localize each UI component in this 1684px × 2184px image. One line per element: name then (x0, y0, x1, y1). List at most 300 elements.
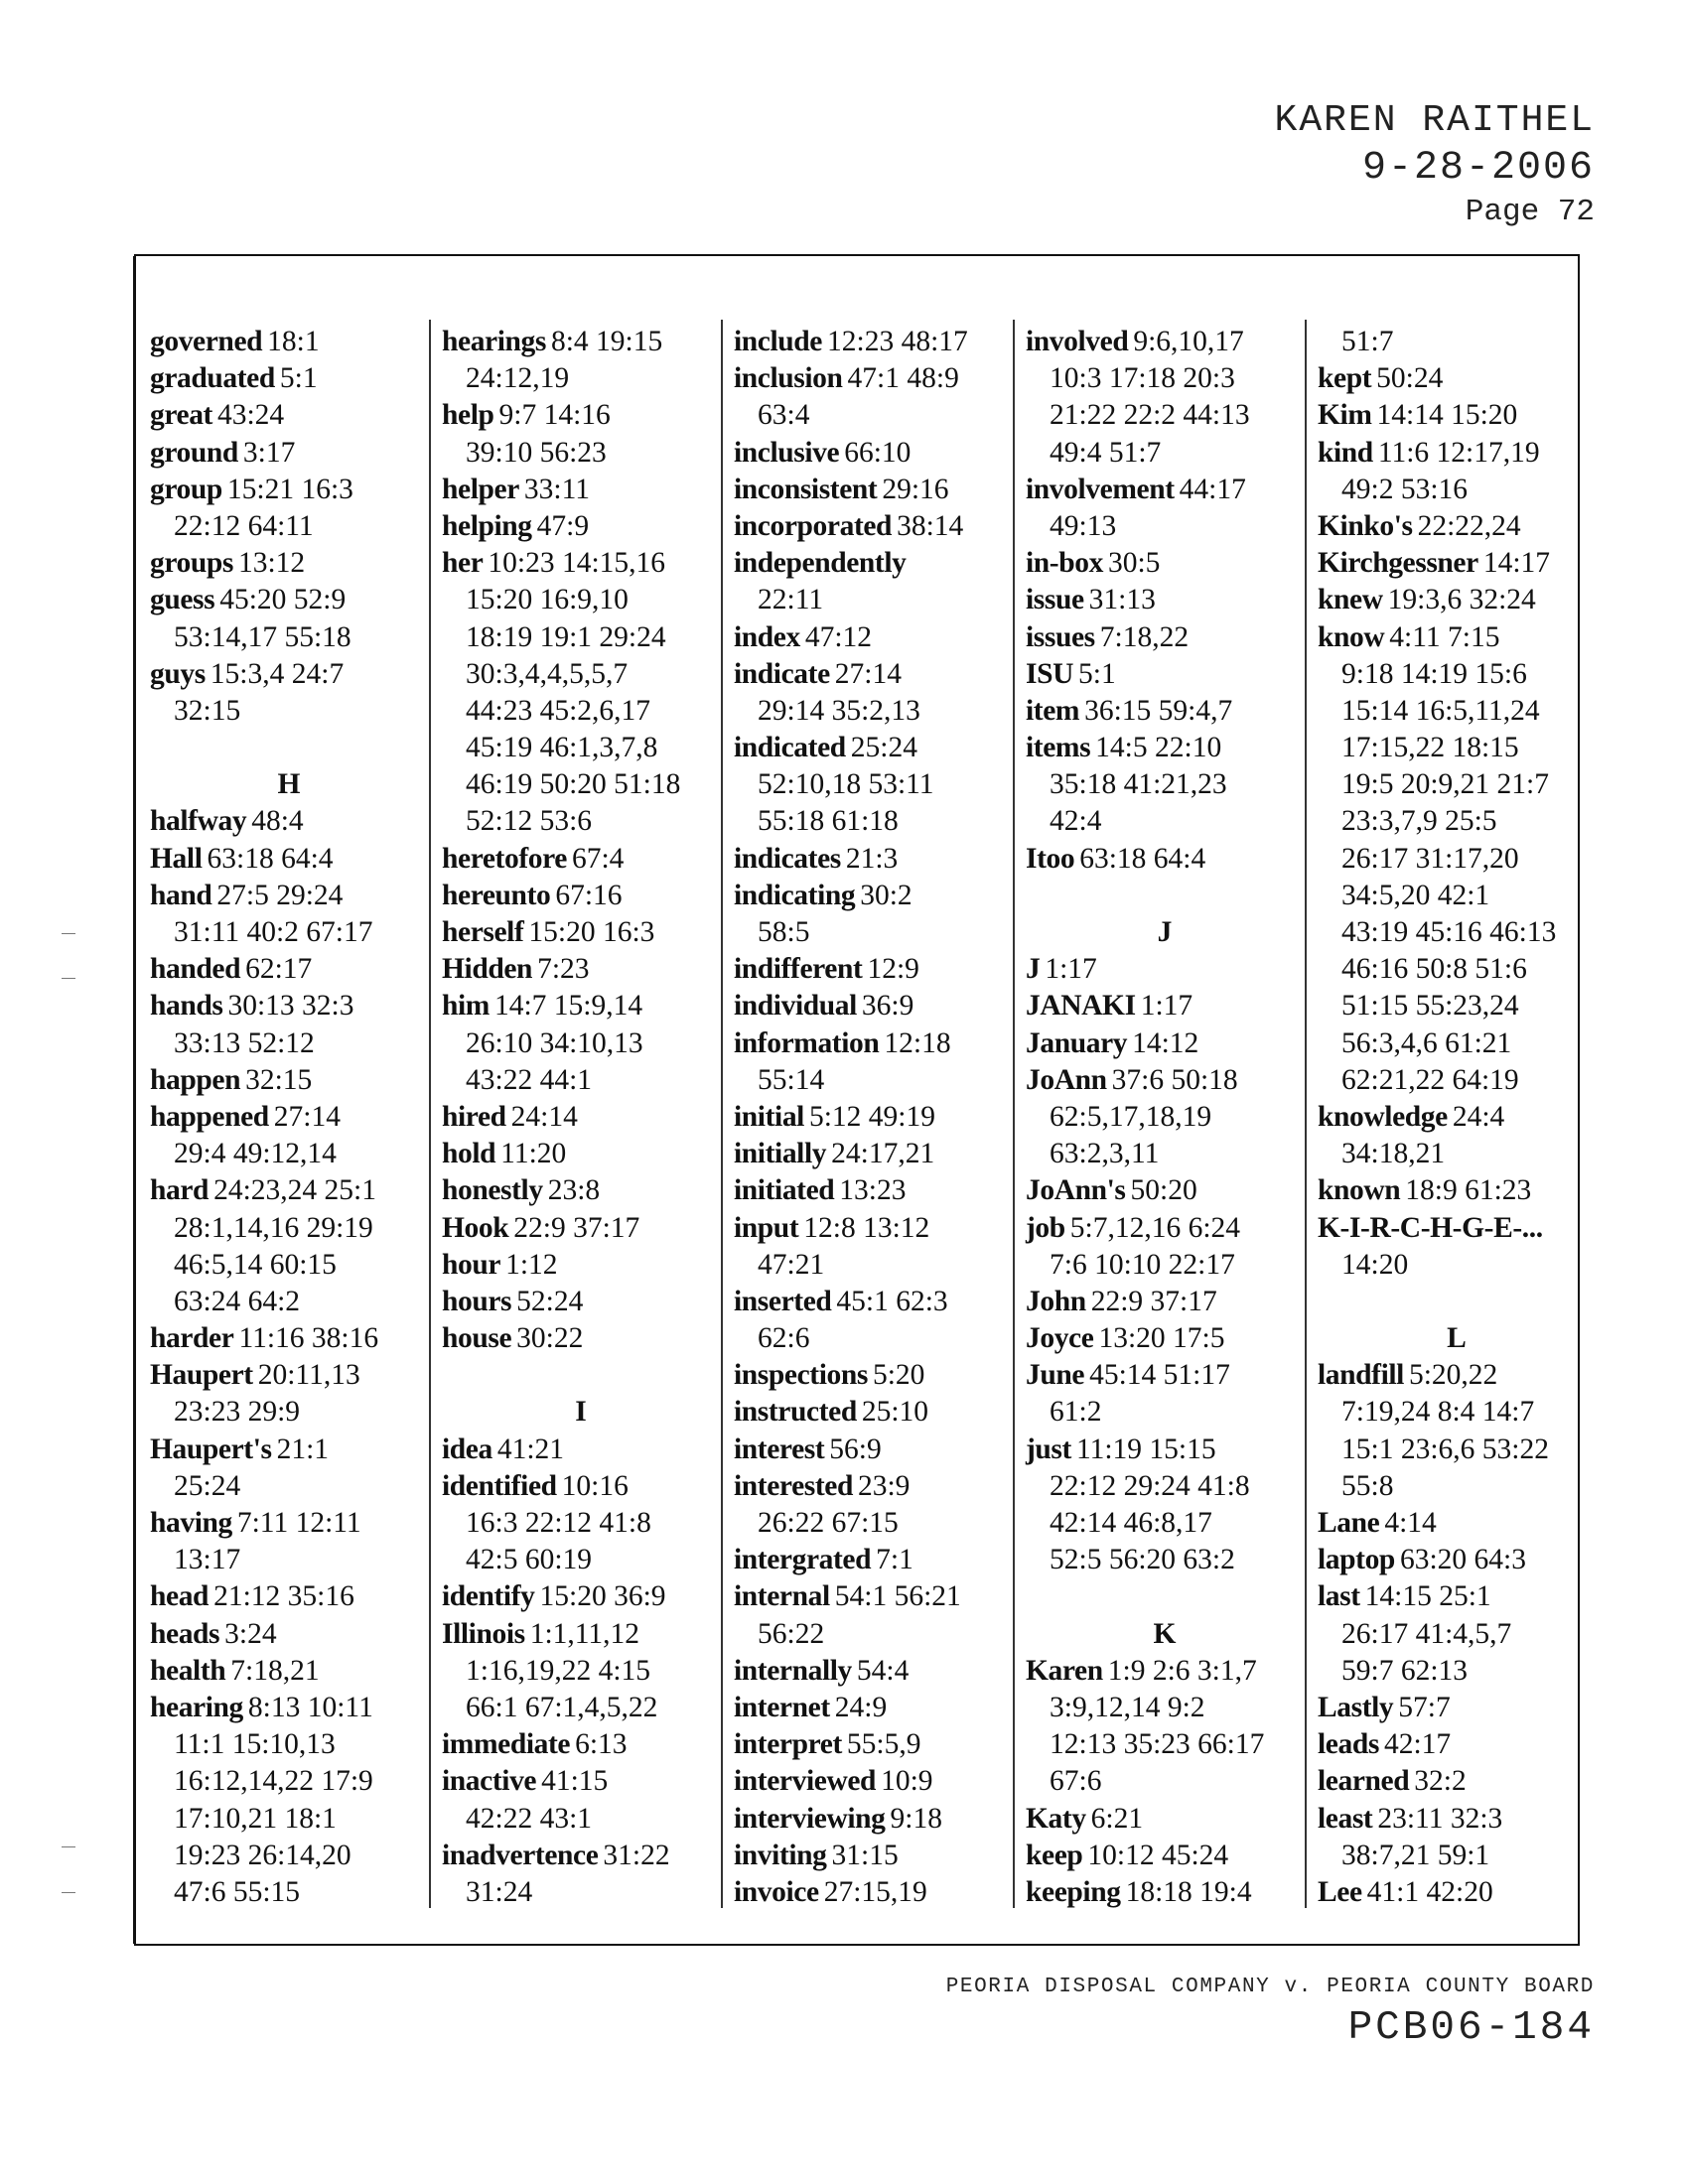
index-entry (442, 1763, 720, 1800)
index-entry (442, 1616, 720, 1653)
page-refs: 5:20,22 (1408, 1359, 1498, 1392)
index-term: hand (150, 879, 212, 911)
index-entry (1026, 1284, 1304, 1320)
page-refs-continued: 26:17 41:4,5,7 (1341, 1617, 1512, 1650)
page-refs: 67:16 (555, 879, 623, 911)
index-term: John (1026, 1285, 1086, 1317)
index-term: governed (150, 326, 263, 357)
page-refs-continued: 11:1 15:10,13 (174, 1728, 336, 1761)
index-entry (442, 324, 720, 360)
page-refs: 10:23 14:15,16 (488, 547, 666, 580)
index-entry (1318, 1357, 1596, 1394)
page-refs: 12:8 13:12 (803, 1211, 930, 1244)
index-term: item (1026, 694, 1080, 727)
page-refs: 55:5,9 (846, 1728, 921, 1761)
index-entry (150, 803, 428, 840)
index-term: inconsistent (734, 473, 878, 505)
index-entry (734, 1838, 1012, 1874)
index-term: landfill (1318, 1359, 1404, 1392)
page-refs-continued: 17:10,21 18:1 (174, 1802, 337, 1835)
index-term: invoice (734, 1875, 819, 1908)
index-term: information (734, 1026, 880, 1059)
index-entry (734, 435, 1012, 472)
index-term: Lastly (1318, 1691, 1394, 1723)
index-term: include (734, 326, 822, 357)
index-entry (1026, 1874, 1304, 1911)
page-refs: 56:9 (829, 1433, 882, 1465)
page-refs: 1:9 2:6 3:1,7 (1107, 1654, 1257, 1687)
index-term: Karen (1026, 1654, 1103, 1687)
page-refs: 23:8 (547, 1174, 601, 1207)
index-entry (442, 878, 720, 914)
page-refs: 19:3,6 32:24 (1387, 584, 1536, 616)
index-term: keep (1026, 1839, 1083, 1871)
index-entry (1318, 360, 1596, 397)
index-entry (1026, 1172, 1304, 1209)
page-refs-continued: 52:5 56:20 63:2 (1050, 1544, 1235, 1576)
index-column-2 (442, 324, 720, 1911)
index-term: heretofore (442, 842, 567, 875)
page-refs: 4:14 (1384, 1507, 1437, 1539)
index-entry (1026, 545, 1304, 582)
index-term: hereunto (442, 879, 551, 911)
index-term: involvement (1026, 473, 1175, 505)
page-refs: 63:20 64:3 (1399, 1544, 1526, 1576)
page-refs: 11:16 38:16 (238, 1322, 379, 1355)
index-entry (734, 545, 1012, 582)
page-refs-continued: 51:7 (1341, 326, 1394, 357)
column-divider (429, 320, 431, 1908)
index-entry (734, 1357, 1012, 1394)
page-refs: 36:9 (861, 990, 914, 1023)
index-entry (442, 1284, 720, 1320)
page-refs: 5:20 (872, 1359, 925, 1392)
page-refs: 14:14 15:20 (1376, 399, 1518, 432)
index-entry (1318, 1542, 1596, 1578)
index-entry (442, 1320, 720, 1357)
page-refs: 15:20 36:9 (539, 1580, 666, 1613)
spacer (1026, 1578, 1304, 1615)
index-term: knew (1318, 584, 1383, 616)
page-refs-continued: 33:13 52:12 (174, 1026, 315, 1059)
index-term: just (1026, 1433, 1071, 1465)
page-refs: 6:21 (1090, 1802, 1144, 1835)
index-entry (150, 435, 428, 472)
index-entry (734, 988, 1012, 1024)
page-refs-continued: 29:4 49:12,14 (174, 1138, 337, 1170)
index-entry (734, 1653, 1012, 1690)
index-term: JoAnn (1026, 1063, 1107, 1096)
index-term: interest (734, 1433, 825, 1465)
page-refs: 5:1 (1078, 657, 1116, 690)
index-term: guys (150, 657, 206, 690)
page-refs-continued: 42:4 (1050, 805, 1102, 838)
margin-mark (62, 933, 75, 934)
index-entry (734, 1542, 1012, 1578)
index-entry (442, 1099, 720, 1136)
index-term: ISU (1026, 657, 1073, 690)
index-entry (150, 1062, 428, 1099)
letter-heading: J (1157, 916, 1173, 948)
index-entry (734, 1801, 1012, 1838)
index-entry (1318, 508, 1596, 545)
index-entry (150, 1653, 428, 1690)
page-refs-continued: 26:17 31:17,20 (1341, 842, 1519, 875)
index-entry (1026, 472, 1304, 508)
page-refs: 50:20 (1130, 1174, 1197, 1207)
index-term: her (442, 547, 484, 580)
page-refs: 41:21 (496, 1433, 565, 1465)
index-entry (442, 1247, 720, 1284)
index-entry (1026, 841, 1304, 878)
page-refs-continued: 16:3 22:12 41:8 (466, 1507, 651, 1539)
index-term: identified (442, 1469, 557, 1502)
page-refs-continued: 63:2,3,11 (1050, 1138, 1160, 1170)
index-entry (150, 1099, 428, 1136)
index-term: leads (1318, 1728, 1379, 1761)
page-refs: 22:22,24 (1417, 509, 1521, 542)
page-refs-continued: 34:5,20 42:1 (1341, 879, 1490, 911)
index-term: health (150, 1654, 226, 1687)
index-entry (442, 397, 720, 434)
index-entry (150, 988, 428, 1024)
index-term: input (734, 1211, 799, 1244)
page-refs: 25:10 (861, 1396, 929, 1429)
index-term: indicated (734, 732, 846, 764)
page-refs: 44:17 (1179, 473, 1246, 505)
page-refs: 7:18,22 (1099, 620, 1190, 653)
page-refs: 41:15 (541, 1765, 609, 1798)
index-entry (1026, 324, 1304, 360)
index-entry (442, 1838, 720, 1874)
page-refs: 13:12 (237, 547, 306, 580)
index-term: identify (442, 1580, 535, 1613)
page-refs: 9:18 (890, 1802, 942, 1835)
page-refs-continued: 42:14 46:8,17 (1050, 1507, 1212, 1539)
index-entry (1318, 1690, 1596, 1726)
page-refs: 24:17,21 (831, 1138, 935, 1170)
page-refs: 5:1 (279, 362, 318, 395)
page-refs: 21:12 35:16 (213, 1580, 354, 1613)
index-entry (734, 1690, 1012, 1726)
index-term: harder (150, 1322, 234, 1355)
page-refs-continued: 42:5 60:19 (466, 1544, 593, 1576)
page-refs-continued: 19:23 26:14,20 (174, 1839, 351, 1871)
index-entry (442, 1172, 720, 1209)
page-refs-continued: 63:4 (758, 399, 810, 432)
index-entry (442, 1726, 720, 1763)
index-term: kind (1318, 436, 1373, 469)
index-entry (734, 472, 1012, 508)
index-entry (150, 545, 428, 582)
index-entry (1026, 1357, 1304, 1394)
index-term: initiated (734, 1174, 835, 1207)
page-refs: 27:5 29:24 (216, 879, 344, 911)
index-entry (1026, 1210, 1304, 1247)
page-refs-continued: 19:5 20:9,21 21:7 (1341, 768, 1549, 801)
page-refs: 30:2 (860, 879, 912, 911)
index-term: independently (734, 547, 907, 580)
index-term: last (1318, 1580, 1360, 1613)
index-entry (150, 878, 428, 914)
index-entry (734, 324, 1012, 360)
page-refs-continued: 23:3,7,9 25:5 (1341, 805, 1497, 838)
index-term: Hall (150, 842, 203, 875)
index-entry (1026, 951, 1304, 988)
page-refs: 15:21 16:3 (226, 473, 353, 505)
page-refs-continued: 61:2 (1050, 1396, 1102, 1429)
page-refs-continued: 62:21,22 64:19 (1341, 1063, 1519, 1096)
page-refs: 23:11 32:3 (1377, 1802, 1503, 1835)
page-refs: 66:10 (844, 436, 912, 469)
page-refs: 21:1 (276, 1433, 330, 1465)
index-term: in-box (1026, 547, 1103, 580)
index-term: idea (442, 1433, 492, 1465)
page-refs: 1:17 (1045, 953, 1097, 986)
index-entry (150, 951, 428, 988)
page-refs: 20:11,13 (257, 1359, 360, 1392)
page-refs-continued: 23:23 29:9 (174, 1396, 301, 1429)
case-caption: PEORIA DISPOSAL COMPANY v. PEORIA COUNTY BOARD (945, 1976, 1595, 1998)
index-term: hearing (150, 1691, 243, 1723)
page-refs: 45:20 52:9 (219, 584, 347, 616)
page-refs: 32:2 (1414, 1765, 1467, 1798)
page-refs-continued: 56:22 (758, 1617, 825, 1650)
index-entry (442, 1578, 720, 1615)
index-entry (1026, 1801, 1304, 1838)
page-refs-continued: 49:2 53:16 (1341, 473, 1469, 505)
page-refs: 33:11 (523, 473, 590, 505)
index-term: internal (734, 1580, 830, 1613)
case-number: PCB06-184 (1347, 2005, 1595, 2051)
index-entry (734, 951, 1012, 988)
page-refs-continued: 32:15 (174, 694, 241, 727)
index-entry (1026, 988, 1304, 1024)
index-term: job (1026, 1211, 1065, 1244)
page-refs: 7:1 (876, 1544, 913, 1576)
page-refs-continued: 39:10 56:23 (466, 436, 607, 469)
page-refs-continued: 17:15,22 18:15 (1341, 732, 1519, 764)
index-term: K-I-R-C-H-G-E-... (1318, 1211, 1543, 1244)
index-term: heads (150, 1617, 220, 1650)
page-refs: 11:20 (500, 1138, 567, 1170)
page-refs: 38:14 (897, 509, 964, 542)
page-refs-continued: 24:12,19 (466, 362, 570, 395)
page-refs-continued: 31:11 40:2 67:17 (174, 916, 373, 948)
index-term: happen (150, 1063, 241, 1096)
spacer (1318, 1284, 1596, 1320)
index-entry (734, 1432, 1012, 1468)
page-refs-continued: 21:22 22:2 44:13 (1050, 399, 1250, 432)
page-refs: 37:6 50:18 (1111, 1063, 1238, 1096)
page-refs: 13:23 (839, 1174, 907, 1207)
index-term: initially (734, 1138, 827, 1170)
page-refs: 48:4 (251, 805, 304, 838)
spacer (150, 730, 428, 766)
index-entry (442, 1468, 720, 1505)
letter-heading: H (277, 768, 301, 801)
index-term: Lane (1318, 1507, 1380, 1539)
page-refs-continued: 53:14,17 55:18 (174, 620, 351, 653)
page-refs-continued: 51:15 55:23,24 (1341, 990, 1519, 1023)
page-refs: 9:7 14:16 (498, 399, 611, 432)
page-refs: 45:1 62:3 (836, 1285, 948, 1317)
index-entry (1026, 1025, 1304, 1062)
index-entry (734, 360, 1012, 397)
letter-heading: L (1447, 1322, 1467, 1355)
page-refs-continued: 67:6 (1050, 1765, 1102, 1798)
index-entry (734, 1394, 1012, 1431)
index-term: keeping (1026, 1875, 1121, 1908)
page-refs-continued: 34:18,21 (1341, 1138, 1446, 1170)
page-refs: 10:9 (881, 1765, 933, 1798)
index-entry (1318, 1172, 1596, 1209)
page-refs-continued: 62:6 (758, 1322, 810, 1355)
index-term: interested (734, 1469, 853, 1502)
column-divider (1305, 320, 1307, 1908)
index-entry (1318, 1874, 1596, 1911)
page-refs-continued: 42:22 43:1 (466, 1802, 593, 1835)
index-entry (1318, 1726, 1596, 1763)
index-entry (442, 1432, 720, 1468)
index-entry (150, 1616, 428, 1653)
page-refs-continued: 15:20 16:9,10 (466, 584, 629, 616)
index-term: guess (150, 584, 215, 616)
index-term: graduated (150, 362, 275, 395)
page-refs-continued: 52:12 53:6 (466, 805, 593, 838)
index-entry (150, 1172, 428, 1209)
page-refs: 14:17 (1482, 547, 1551, 580)
page-refs-continued: 31:24 (466, 1875, 533, 1908)
page-refs-continued: 25:24 (174, 1469, 241, 1502)
page-refs-continued: 15:1 23:6,6 53:22 (1341, 1433, 1549, 1465)
index-term: halfway (150, 805, 247, 838)
index-entry (442, 472, 720, 508)
page-refs: 27:15,19 (823, 1875, 927, 1908)
page-refs-continued: 13:17 (174, 1544, 241, 1576)
index-column-4 (1026, 324, 1304, 1911)
page-refs-continued: 15:14 16:5,11,24 (1341, 694, 1540, 727)
page-refs-continued: 30:3,4,4,5,5,7 (466, 657, 629, 690)
index-term: groups (150, 547, 233, 580)
page-refs: 15:20 16:3 (528, 916, 655, 948)
index-term: Hidden (442, 953, 533, 986)
page-refs-continued: 16:12,14,22 17:9 (174, 1765, 373, 1798)
index-entry (442, 1210, 720, 1247)
index-term: happened (150, 1100, 269, 1133)
index-term: Joyce (1026, 1322, 1094, 1355)
letter-heading: I (575, 1396, 587, 1429)
index-entry (734, 619, 1012, 656)
page-refs: 22:9 37:17 (513, 1211, 640, 1244)
page-refs: 30:13 32:3 (227, 990, 354, 1023)
page-refs-continued: 18:19 19:1 29:24 (466, 620, 666, 653)
index-entry (150, 1320, 428, 1357)
index-term: June (1026, 1359, 1085, 1392)
page-refs-continued: 12:13 35:23 66:17 (1050, 1728, 1265, 1761)
page-refs: 23:9 (857, 1469, 911, 1502)
page-refs: 15:3,4 24:7 (210, 657, 345, 690)
page-refs: 12:23 48:17 (827, 326, 968, 357)
page-refs: 43:24 (216, 399, 285, 432)
page-refs: 22:9 37:17 (1090, 1285, 1217, 1317)
index-entry (150, 656, 428, 693)
index-entry (1318, 1763, 1596, 1800)
index-term: knowledge (1318, 1100, 1448, 1133)
index-entry (1318, 1210, 1596, 1247)
page-refs: 12:9 (867, 953, 919, 986)
index-term: intergrated (734, 1544, 872, 1576)
index-term: issues (1026, 620, 1095, 653)
index-entry (734, 878, 1012, 914)
index-term: inviting (734, 1839, 827, 1871)
page-refs: 8:4 19:15 (550, 326, 663, 357)
index-entry (734, 656, 1012, 693)
page-refs: 10:12 45:24 (1087, 1839, 1229, 1871)
page-refs: 24:9 (834, 1691, 888, 1723)
page-refs: 18:18 19:4 (1125, 1875, 1252, 1908)
index-term: January (1026, 1026, 1128, 1059)
index-entry (1026, 730, 1304, 766)
page-refs: 31:15 (831, 1839, 899, 1871)
index-term: Haupert's (150, 1433, 272, 1465)
index-entry (442, 508, 720, 545)
page-refs: 7:11 12:11 (236, 1507, 361, 1539)
index-entry (734, 1172, 1012, 1209)
index-entry (1318, 619, 1596, 656)
page-refs-continued: 46:16 50:8 51:6 (1341, 953, 1527, 986)
index-term: indicate (734, 657, 830, 690)
index-term: Kinko's (1318, 509, 1413, 542)
page-refs: 5:7,12,16 6:24 (1069, 1211, 1241, 1244)
index-term: house (442, 1322, 512, 1355)
index-term: interviewing (734, 1802, 886, 1835)
page-refs: 47:9 (536, 509, 590, 542)
page-number: Page 72 (1465, 195, 1595, 229)
index-term: JANAKI (1026, 990, 1136, 1023)
index-term: interpret (734, 1728, 842, 1761)
page-refs: 42:17 (1383, 1728, 1452, 1761)
page-refs-continued: 1:16,19,22 4:15 (466, 1654, 651, 1687)
page-refs: 41:1 42:20 (1366, 1875, 1493, 1908)
index-entry (1318, 435, 1596, 472)
page-refs: 9:6,10,17 (1133, 326, 1244, 357)
page-refs: 12:18 (884, 1026, 951, 1059)
index-column-1 (150, 324, 428, 1911)
page-refs: 11:19 15:15 (1075, 1433, 1216, 1465)
page-refs: 27:14 (273, 1100, 341, 1133)
page-refs: 29:16 (882, 473, 949, 505)
index-entry (1318, 1801, 1596, 1838)
page-refs: 47:12 (804, 620, 873, 653)
page-refs: 36:15 59:4,7 (1084, 694, 1233, 727)
index-term: hard (150, 1174, 210, 1207)
page-refs-continued: 26:10 34:10,13 (466, 1026, 643, 1059)
page-refs-continued: 55:14 (758, 1063, 825, 1096)
index-entry (150, 472, 428, 508)
index-term: inspections (734, 1359, 868, 1392)
index-term: group (150, 473, 222, 505)
index-term: herself (442, 916, 524, 948)
index-term: involved (1026, 326, 1129, 357)
index-entry (1026, 1062, 1304, 1099)
index-term: J (1026, 953, 1041, 986)
index-entry (1318, 397, 1596, 434)
page-refs-continued: 45:19 46:1,3,7,8 (466, 732, 658, 764)
page-refs: 24:23,24 25:1 (213, 1174, 376, 1207)
index-entry (150, 582, 428, 618)
index-term: inclusive (734, 436, 840, 469)
